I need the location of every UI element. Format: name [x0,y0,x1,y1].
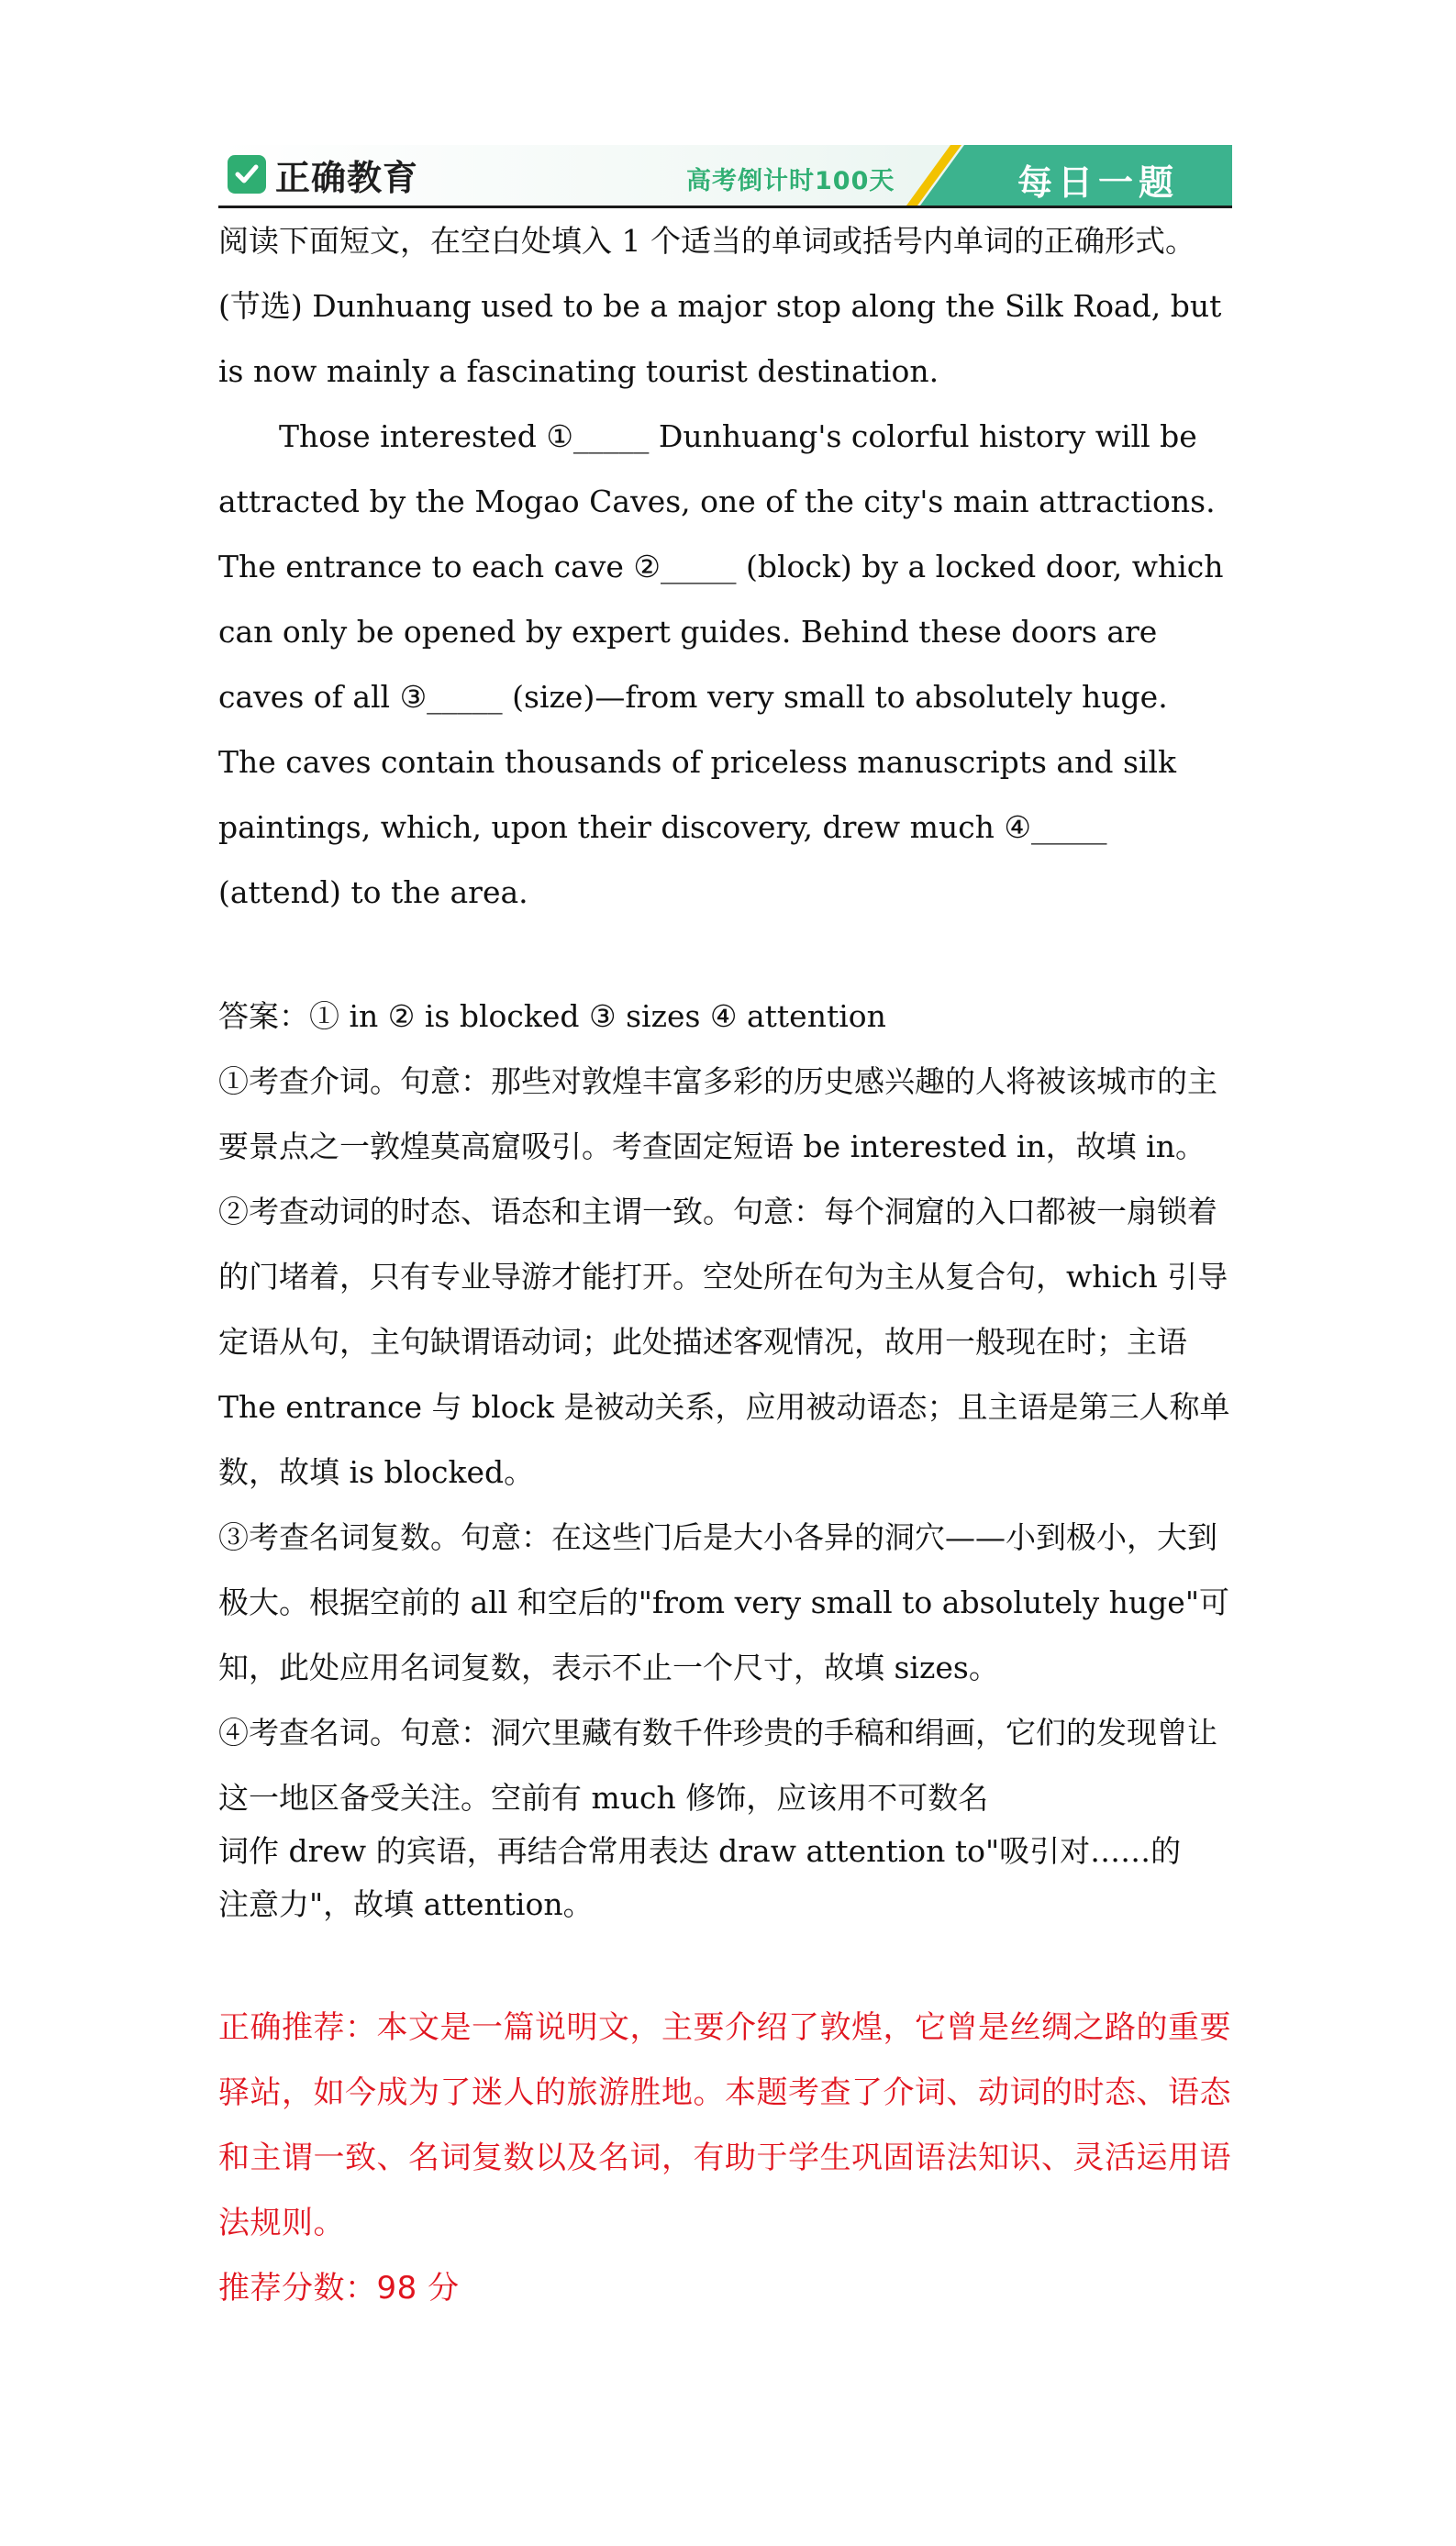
explanation-4-line-3: 注意力"，故填 attention。 [218,1886,594,1922]
section-gap [218,925,1232,984]
answer-summary: 答案：① in ② is blocked ③ sizes ④ attention [218,998,886,1034]
explanation-4-line-2: 词作 drew 的宾语，再结合常用表达 draw attention to"吸引对……的 [218,1833,1182,1869]
question-section [218,208,1232,925]
explanation-4-line-1: ④考查名词。句意：洞穴里藏有数千件珍贵的手稿和绢画，它们的发现曾让这一地区备受关注。空前有 much 修饰，应该用不可数名 [218,1715,1217,1816]
recommendation-section [218,1996,1232,2321]
passage-intro: (节选) Dunhuang used to be a major stop along the Silk Road, but is now mainly a fascinating tourist destination. [218,288,1222,389]
instruction-text: 阅读下面短文，在空白处填入 1 个适当的单词或括号内单词的正确形式。 [218,223,1195,259]
answer-section [218,984,1232,1937]
document-page [218,145,1232,2321]
countdown-label: 高考倒计时100天 [686,167,895,195]
explanation-1: ①考查介词。句意：那些对敦煌丰富多彩的历史感兴趣的人将被该城市的主要景点之一敦煌莫高窟吸引。考查固定短语 be interested in，故填 in。 [218,1063,1217,1164]
passage-body: Those interested ①_____ Dunhuang's colorful history will be attracted by the Mogao Caves, one of the city's main attractions. The entrance to each cave ②_____ (block) by a locked door, which can only be opened by expert guides. Behind these doors are caves of all ③_____ (size)—from very small to absolutely huge. The caves contain thousands of priceless manuscripts and silk paintings, which, upon their discovery, drew much ④_____ (attend) to the area. [218,418,1224,910]
daily-question-label: 每日一题 [1017,162,1179,203]
brand-logo [228,152,418,196]
header-banner [218,145,1232,208]
recommendation-score: 推荐分数：98 分 [218,2270,460,2307]
checkmark-icon [228,155,266,194]
brand-name: 正确教育 [275,157,419,198]
section-gap [218,1937,1232,1996]
explanation-2: ②考查动词的时态、语态和主谓一致。句意：每个洞窟的入口都被一扇锁着的门堵着，只有专业导游才能打开。空处所在句为主从复合句，which 引导定语从句，主句缺谓语动词；此处描述客观情况，故用一般现在时；主语 The entrance 与 block 是被动关系，应用被动语态；且主语是第三人称单数，故填 is blocked。 [218,1194,1230,1490]
explanation-3: ③考查名词复数。句意：在这些门后是大小各异的洞穴——小到极小，大到极大。根据空前的 all 和空后的"from very small to absolutely huge"可知，此处应用名词复数，表示不止一个尺寸，故填 sizes。 [218,1519,1230,1685]
recommendation-text: 正确推荐：本文是一篇说明文，主要介绍了敦煌，它曾是丝绸之路的重要驿站，如今成为了迷人的旅游胜地。本题考查了介词、动词的时态、语态和主谓一致、名词复数以及名词，有助于学生巩固语法知识、灵活运用语法规则。 [218,2009,1231,2241]
